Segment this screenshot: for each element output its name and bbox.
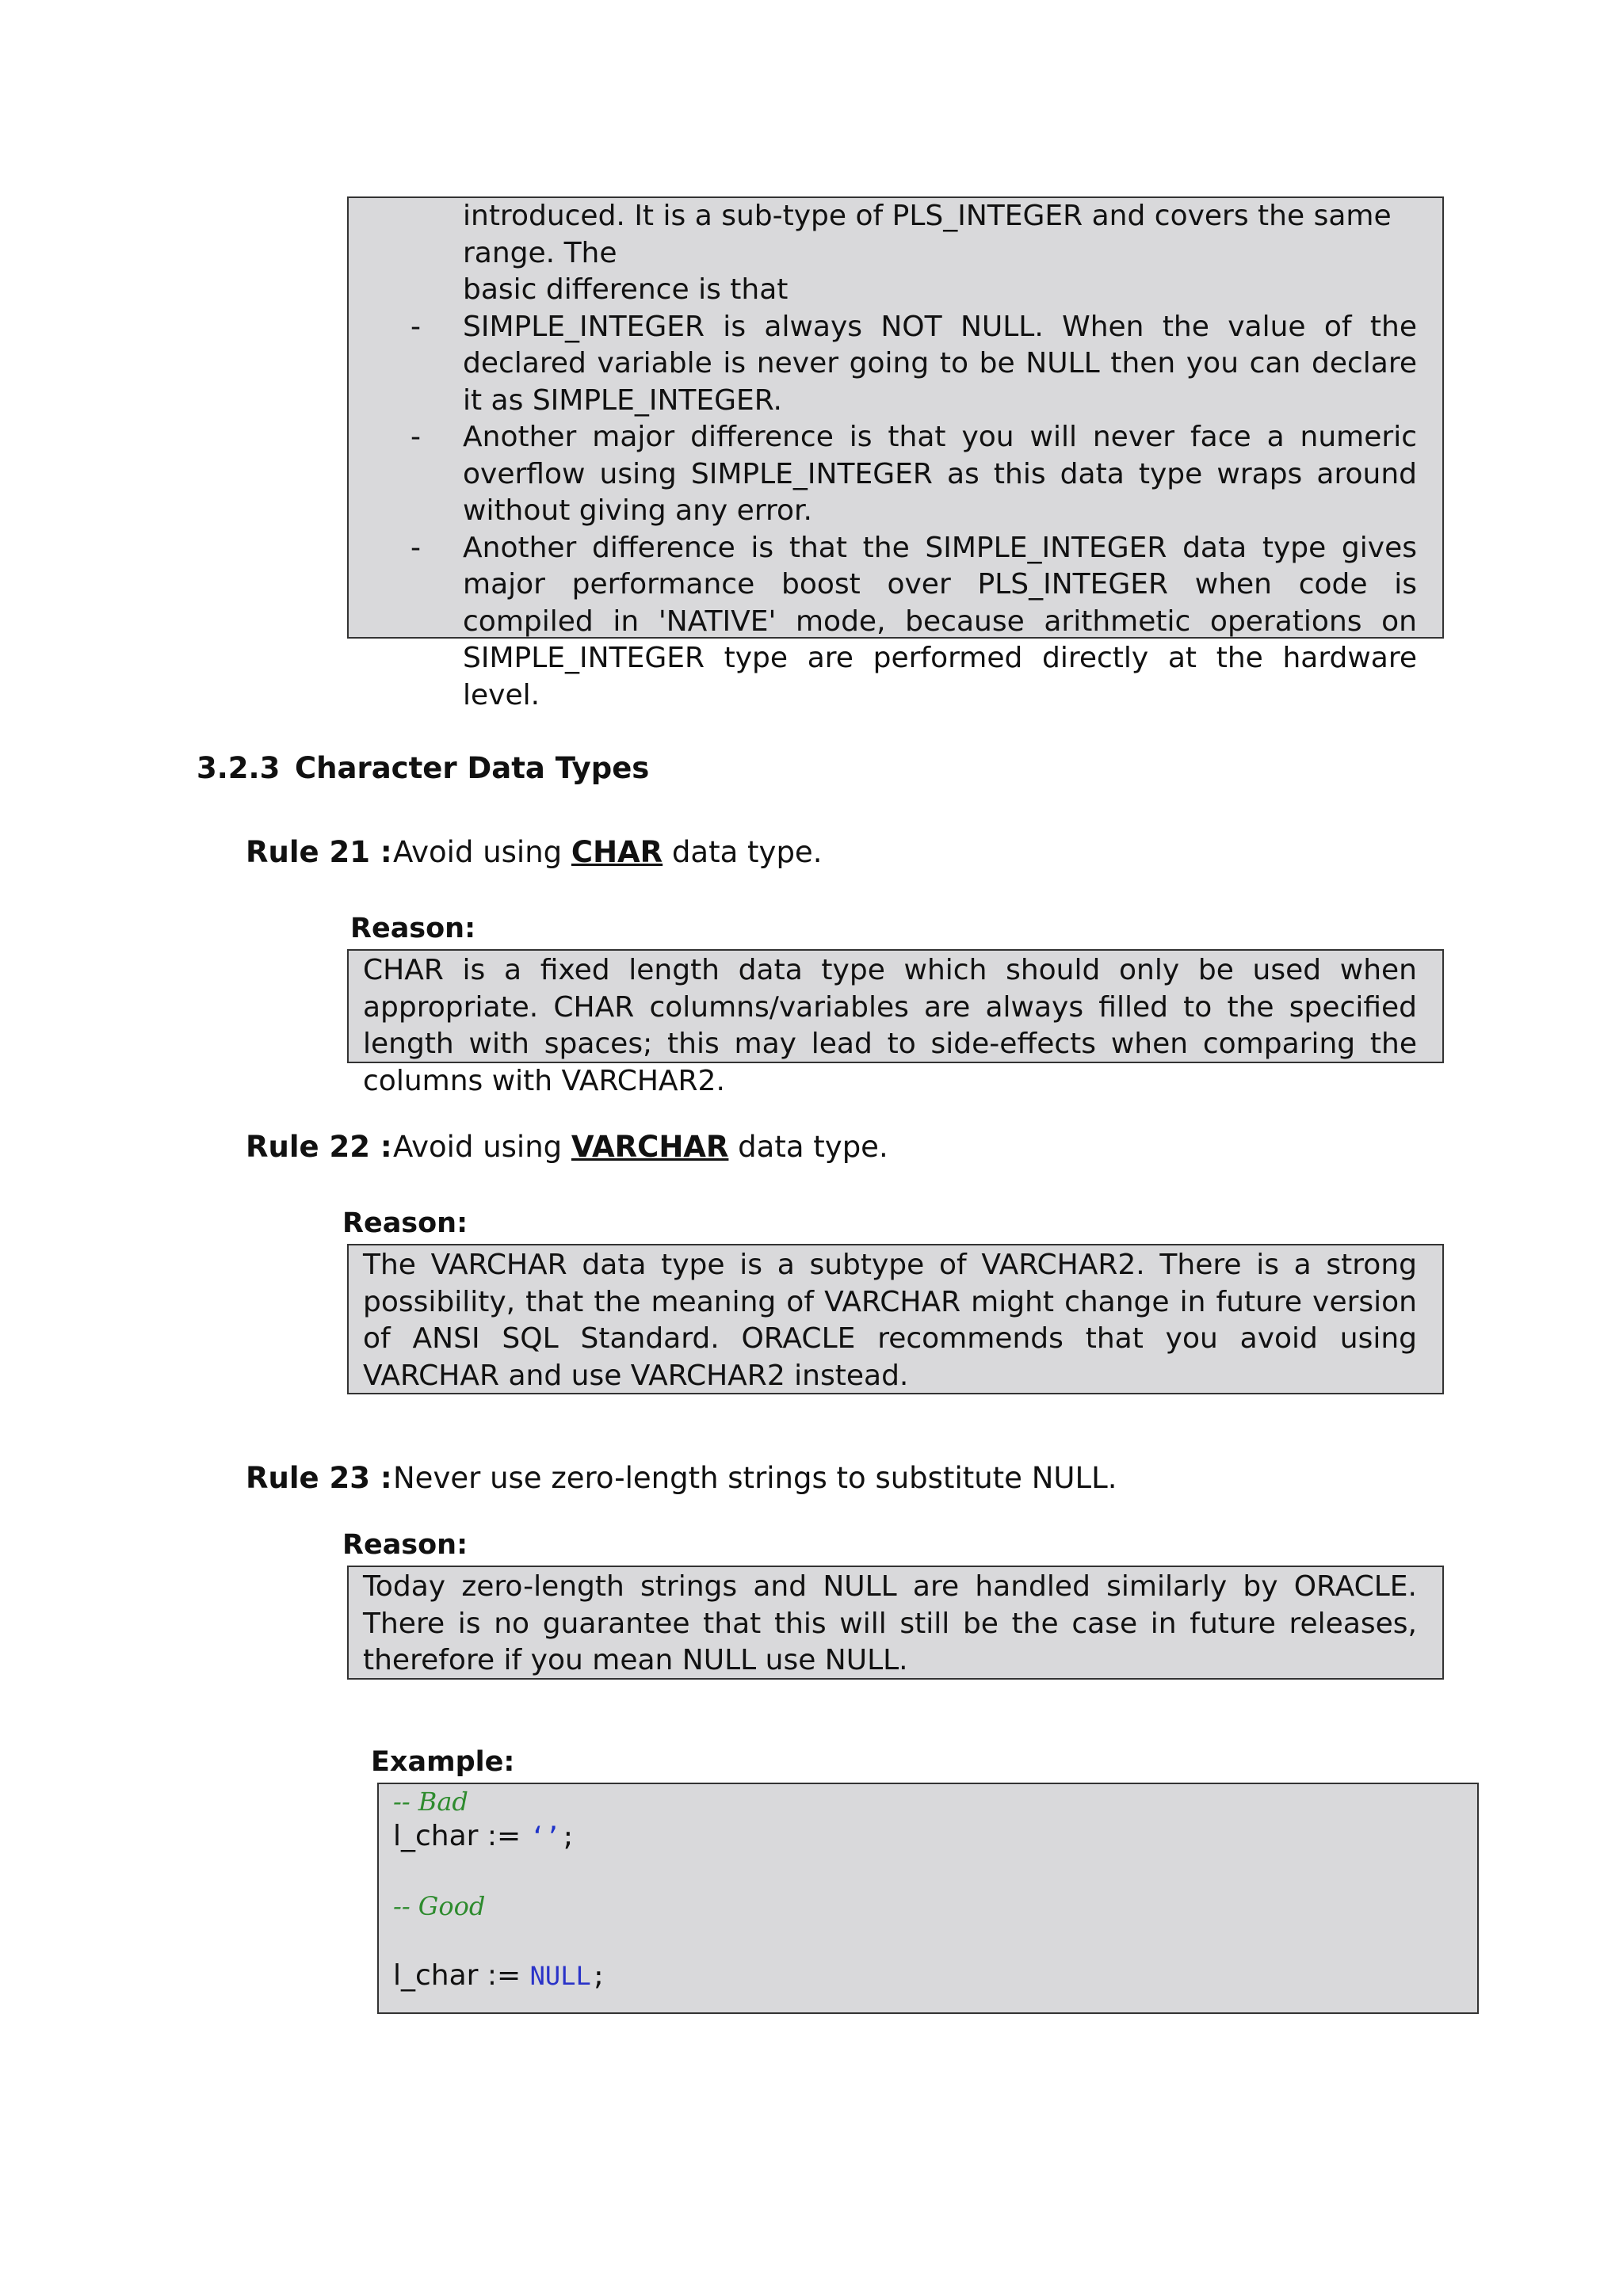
reason-label: Reason: [342,1207,468,1239]
code-variable: l_char := [393,1820,530,1852]
section-number: 3.2.3 [197,751,281,785]
rule-keyword: VARCHAR [571,1130,729,1164]
code-semicolon: ; [590,1961,606,1991]
section-title: Character Data Types [295,751,650,785]
rule-keyword: CHAR [571,835,663,869]
rule-text-after: data type. [663,835,823,869]
code-string-literal: ‘’ [529,1821,561,1852]
code-example-block [377,1783,1479,2014]
reason-label: Reason: [350,913,476,944]
rule-text-after: data type. [728,1130,888,1164]
bullet-item-3 [349,530,1417,715]
reason-label: Reason: [342,1529,468,1561]
bullet-text-2: Another major difference is that you will never face a numeric overflow using SIMPLE_INTEGER as this data type wraps around without giving any error. [463,421,1417,527]
reason-text: The VARCHAR data type is a subtype of VARCHAR2. There is a strong possibility, that the meaning of VARCHAR might change in future version of ANSI SQL Standard. ORACLE recommends that you avoid using VARCHAR and use VARCHAR2 instead. [363,1249,1417,1392]
rule-label: Rule 21 : [246,835,392,869]
code-comment: -- Good [393,1891,486,1921]
intro-line-2: basic difference is that [463,273,789,306]
rule-text-before: Avoid using [393,1130,571,1164]
code-semicolon: ; [560,1821,576,1852]
reason-text: Today zero-length strings and NULL are handled similarly by ORACLE. There is no guarantee that this will still be the case in future releases, therefore if you mean NULL use NULL. [363,1570,1417,1676]
code-keyword: NULL [529,1961,591,1991]
reason-box-rule-23 [347,1566,1444,1680]
code-comment: -- Bad [393,1787,468,1817]
bullet-item-1 [349,309,1417,420]
reason-box-rule-22 [347,1244,1444,1394]
code-line-bad [393,1819,1477,1854]
bullet-dash: - [411,531,421,564]
bullet-dash: - [411,310,421,343]
section-heading [197,751,649,785]
rule-text: Never use zero-length strings to substitute NULL. [393,1461,1117,1495]
rule-22 [246,1130,888,1164]
rule-23 [246,1461,1117,1495]
bullet-dash: - [411,421,421,453]
rule-label: Rule 23 : [246,1461,392,1495]
rule-21 [246,835,822,869]
bullet-item-2 [349,419,1417,530]
bullet-text-1: SIMPLE_INTEGER is always NOT NULL. When the value of the declared variable is never going to be NULL then you can declare it as SIMPLE_INTEGER. [463,310,1417,417]
bullet-text-3: Another difference is that the SIMPLE_INTEGER data type gives major performance boost over PLS_INTEGER when code is compiled in 'NATIVE' mode, because arithmetic operations on SIMPLE_INTEGER type are performed directly at the hardware level. [463,531,1417,711]
code-line-comment-bad [393,1784,1477,1819]
code-variable: l_char := [393,1959,530,1992]
code-line-blank [393,1854,1477,1889]
code-line-blank [393,1924,1477,1958]
intro-line-1: introduced. It is a sub-type of PLS_INTEGER and covers the same range. The [463,200,1392,269]
code-line-good [393,1958,1477,1993]
example-label: Example: [371,1746,515,1778]
rule-label: Rule 22 : [246,1130,392,1164]
code-line-comment-good [393,1889,1477,1924]
reason-box-rule-21 [347,949,1444,1097]
rule-text-before: Avoid using [393,835,571,869]
simple-integer-note-box [347,196,1444,711]
reason-text: CHAR is a fixed length data type which should only be used when appropriate. CHAR columns/variables are always filled to the specified length with spaces; this may lead to side-effects when comparing the columns with VARCHAR2. [363,954,1417,1097]
